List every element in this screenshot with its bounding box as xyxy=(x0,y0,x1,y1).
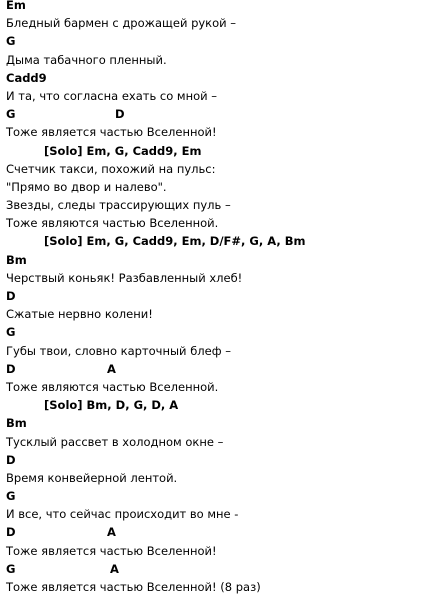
chord-line xyxy=(0,323,424,341)
chord: Em xyxy=(6,0,26,12)
lyric-line xyxy=(0,87,424,105)
solo-line xyxy=(0,396,424,414)
lyric-line xyxy=(0,51,424,69)
chord-line xyxy=(0,487,424,505)
lyric-line xyxy=(0,505,424,523)
solo-text: [Solo] Bm, D, G, D, A xyxy=(44,398,179,413)
lyric-line xyxy=(0,14,424,32)
chord: G xyxy=(6,325,16,340)
solo-line xyxy=(0,142,424,160)
lyric-text: Тоже являются частью Вселенной. xyxy=(6,379,219,394)
chord-line xyxy=(0,451,424,469)
lyric-text: Тусклый рассвет в холодном окне – xyxy=(6,434,224,449)
chord: D xyxy=(6,452,16,467)
chord: G xyxy=(6,34,16,49)
lyric-text: Время конвейерной лентой. xyxy=(6,470,178,485)
lyric-text: Звезды, следы трассирующих пуль – xyxy=(6,198,231,213)
lyric-text: Счетчик такси, похожий на пульс: xyxy=(6,161,216,176)
lyric-line xyxy=(0,196,424,214)
lyric-line xyxy=(0,214,424,232)
lyric-line xyxy=(0,542,424,560)
solo-text: [Solo] Em, G, Cadd9, Em, D/F#, G, A, Bm xyxy=(44,234,306,249)
lyric-text: Дыма табачного пленный. xyxy=(6,52,167,67)
lyric-text: "Прямо во двор и налево". xyxy=(6,179,167,194)
chord: D xyxy=(6,361,16,376)
lyric-line xyxy=(0,469,424,487)
lyric-text: Тоже являются частью Вселенной. xyxy=(6,216,219,231)
lyric-line xyxy=(0,433,424,451)
lyric-line xyxy=(0,378,424,396)
chord-line xyxy=(0,287,424,305)
lyric-text: И все, что сейчас происходит во мне - xyxy=(6,507,239,522)
chord: G xyxy=(6,561,16,576)
chord-line xyxy=(0,69,424,87)
chord: A xyxy=(107,361,116,376)
lyric-line xyxy=(0,342,424,360)
lyric-line xyxy=(0,305,424,323)
chord: A xyxy=(110,561,119,576)
lyric-text: Бледный бармен с дрожащей рукой – xyxy=(6,16,237,31)
chord: D xyxy=(6,289,16,303)
chord: G xyxy=(6,489,16,504)
lyric-line xyxy=(0,178,424,196)
lyric-text: Тоже является частью Вселенной! xyxy=(6,125,217,140)
lyric-text: Тоже является частью Вселенной! (8 раз) xyxy=(6,580,261,594)
lyric-text: Тоже является частью Вселенной! xyxy=(6,543,217,558)
chord: Bm xyxy=(6,252,27,267)
chord: Cadd9 xyxy=(6,70,47,85)
chord-line xyxy=(0,0,424,14)
chord-line xyxy=(0,360,424,378)
solo-line xyxy=(0,232,424,250)
lyric-line xyxy=(0,160,424,178)
chord-line xyxy=(0,414,424,432)
chord-line xyxy=(0,32,424,50)
lyric-text: Губы твои, словно карточный блеф – xyxy=(6,343,231,358)
chord: D xyxy=(115,107,125,122)
lyric-text: Черствый коньяк! Разбавленный хлеб! xyxy=(6,270,243,285)
lyric-text: И та, что согласна ехать со мной – xyxy=(6,88,218,103)
chord: Bm xyxy=(6,416,27,431)
chord: G xyxy=(6,107,16,122)
lyric-text: Сжатые нервно колени! xyxy=(6,307,153,322)
chord: A xyxy=(107,525,116,540)
lyric-line xyxy=(0,269,424,287)
chord-line xyxy=(0,523,424,541)
chord-line xyxy=(0,105,424,123)
chord-line xyxy=(0,560,424,578)
solo-text: [Solo] Em, G, Cadd9, Em xyxy=(44,143,202,158)
lyric-line xyxy=(0,578,424,596)
chord-line xyxy=(0,251,424,269)
chord: D xyxy=(6,525,16,540)
lyric-line xyxy=(0,123,424,141)
